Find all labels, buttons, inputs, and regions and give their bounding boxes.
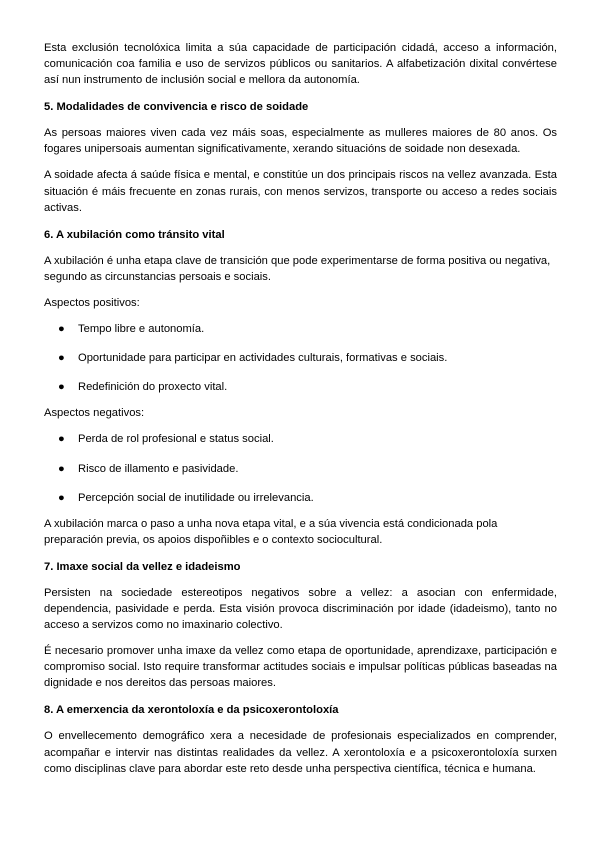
list-item bbox=[44, 379, 557, 395]
document-body bbox=[44, 40, 557, 777]
list-item-text: Perda de rol profesional e status social. bbox=[78, 433, 274, 446]
list-item bbox=[44, 350, 557, 366]
list-item-text: Oportunidade para participar en actividades culturais, formativas e sociais. bbox=[78, 352, 448, 365]
negative-aspects-list bbox=[44, 431, 557, 505]
bullet-icon: ● bbox=[58, 323, 65, 336]
positive-aspects-label: Aspectos positivos: bbox=[44, 296, 140, 309]
section-6-heading: 6. A xubilación como tránsito vital bbox=[44, 228, 225, 241]
bullet-icon: ● bbox=[58, 462, 65, 475]
section-6-paragraph-2: A xubilación marca o paso a unha nova etapa vital, e a súa vivencia está condicionada pola preparación previa, os apoios dispoñibles e o contexto sociocultural. bbox=[44, 517, 498, 546]
bullet-icon: ● bbox=[58, 352, 65, 365]
list-item bbox=[44, 461, 557, 477]
list-item bbox=[44, 490, 557, 506]
section-5-paragraph-1: As persoas maiores viven cada vez máis soas, especialmente as mulleres maiores de 80 anos. Os fogares unipersoais aumentan significativamente, xerando situacións de soidade non desexada. bbox=[44, 127, 557, 156]
positive-aspects-list bbox=[44, 321, 557, 395]
list-item-text: Redefinición do proxecto vital. bbox=[78, 381, 228, 394]
list-item bbox=[44, 321, 557, 337]
list-item-text: Percepción social de inutilidade ou irrelevancia. bbox=[78, 491, 314, 504]
list-item-text: Risco de illamento e pasividade. bbox=[78, 462, 239, 475]
bullet-icon: ● bbox=[58, 433, 65, 446]
section-8-heading: 8. A emerxencia da xerontoloxía e da psicoxerontoloxía bbox=[44, 704, 339, 717]
section-5-heading: 5. Modalidades de convivencia e risco de soidade bbox=[44, 101, 309, 114]
section-7-heading: 7. Imaxe social da vellez e idadeismo bbox=[44, 560, 241, 573]
section-6-paragraph-1: A xubilación é unha etapa clave de transición que pode experimentarse de forma positiva ou negativa, segundo as circunstancias persoais e sociais. bbox=[44, 254, 551, 283]
section-8-paragraph-1: O envellecemento demográfico xera a necesidade de profesionais especializados en comprender, acompañar e intervir nas distintas realidades da vellez. A xerontoloxía e a psicoxerontoloxía surxen como disciplinas clave para abordar este reto desde unha perspectiva científica, técnica e humana. bbox=[44, 730, 557, 775]
negative-aspects-label: Aspectos negativos: bbox=[44, 407, 145, 420]
list-item bbox=[44, 431, 557, 447]
section-5-paragraph-2: A soidade afecta á saúde física e mental, e constitúe un dos principais riscos na vellez avanzada. Esta situación é máis frecuente en zonas rurais, con menos servizos, transporte ou acceso a redes sociais activas. bbox=[44, 169, 557, 214]
list-item-text: Tempo libre e autonomía. bbox=[78, 323, 205, 336]
bullet-icon: ● bbox=[58, 491, 65, 504]
bullet-icon: ● bbox=[58, 381, 65, 394]
intro-paragraph: Esta exclusión tecnolóxica limita a súa capacidade de participación cidadá, acceso a información, comunicación coa familia e uso de servizos públicos ou sanitarios. A alfabetización dixital convértese así nun instrumento de inclusión social e mellora da autonomía. bbox=[44, 42, 557, 87]
section-7-paragraph-1: Persisten na sociedade estereotipos negativos sobre a vellez: a asocian con enfermidade, dependencia, pasividade e perda. Esta visión provoca discriminación por idade (idadeismo), tanto no acceso a servizos como no imaxinario colectivo. bbox=[44, 586, 557, 632]
section-7-paragraph-2: É necesario promover unha imaxe da vellez como etapa de oportunidade, aprendizaxe, participación e compromiso social. Isto require transformar actitudes sociais e impulsar políticas públicas baseadas na dignidade e nos dereitos das persoas maiores. bbox=[44, 645, 557, 690]
